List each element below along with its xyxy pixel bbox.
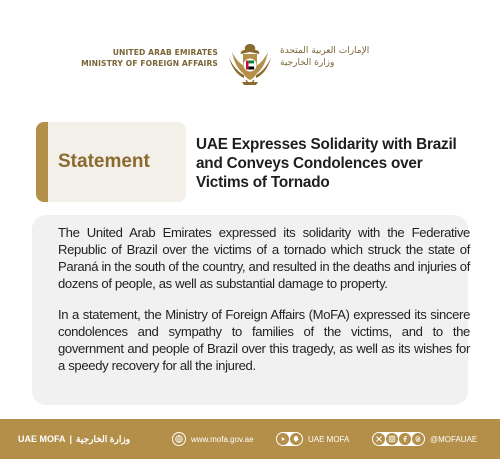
- youtube-snapchat-icon-group: [276, 432, 303, 446]
- statement-label-card: [36, 122, 186, 202]
- snapchat-icon: [290, 433, 302, 445]
- statement-accent-bar: [36, 122, 48, 202]
- ministry-name-arabic: [280, 45, 420, 69]
- header: [0, 0, 500, 100]
- ministry-name-english: [78, 47, 218, 69]
- footer-website-link[interactable]: [172, 419, 254, 459]
- ministry-ar-line1: الإمارات العربية المتحدة: [280, 46, 370, 56]
- body-paragraph-1: The United Arab Emirates expressed its solidarity with the Federative Republic of Brazil over the victims of a tornado which struck the state of Paraná in the south of the country, and resulted in the deaths and injuries of dozens of people, as well as substantial damage to property.: [58, 225, 470, 291]
- body-paragraph-2: In a statement, the Ministry of Foreign Affairs (MoFA) expressed its sincere condolences and sympathy to families of the victims, and to the government and people of Brazil over this tragedy, as well as its wishes for a speedy recovery for all the injured.: [58, 307, 470, 373]
- footer-social-links[interactable]: [372, 419, 477, 459]
- statement-label: Statement: [58, 151, 150, 172]
- social-icon-group: [372, 432, 425, 446]
- instagram-icon: [386, 433, 398, 445]
- footer-social-handle: @MOFAUAE: [430, 434, 478, 444]
- footer-youtube-handle: UAE MOFA: [308, 434, 350, 444]
- globe-icon: [172, 432, 186, 446]
- ministry-ar-line2: وزارة الخارجية: [280, 58, 335, 68]
- statement-headline: UAE Expresses Solidarity with Brazil and Conveys Condolences over Victims of Tornado: [196, 136, 457, 191]
- footer-brand-separator: |: [69, 434, 73, 444]
- youtube-icon: [277, 433, 289, 445]
- footer-video-links[interactable]: [276, 419, 349, 459]
- footer-brand-ar: وزارة الخارجية: [76, 433, 131, 444]
- ministry-en-line2: MINISTRY OF FOREIGN AFFAIRS: [81, 59, 218, 68]
- footer: [0, 419, 500, 459]
- footer-brand: [18, 419, 130, 459]
- ministry-en-line1: UNITED ARAB EMIRATES: [112, 48, 218, 57]
- footer-website-text: www.mofa.gov.ae: [191, 434, 254, 444]
- statement-body: [58, 224, 470, 388]
- uae-falcon-emblem-icon: [224, 38, 276, 90]
- threads-icon: [412, 433, 424, 445]
- facebook-icon: [399, 433, 411, 445]
- footer-brand-en: UAE MOFA: [18, 434, 66, 444]
- x-icon: [373, 433, 385, 445]
